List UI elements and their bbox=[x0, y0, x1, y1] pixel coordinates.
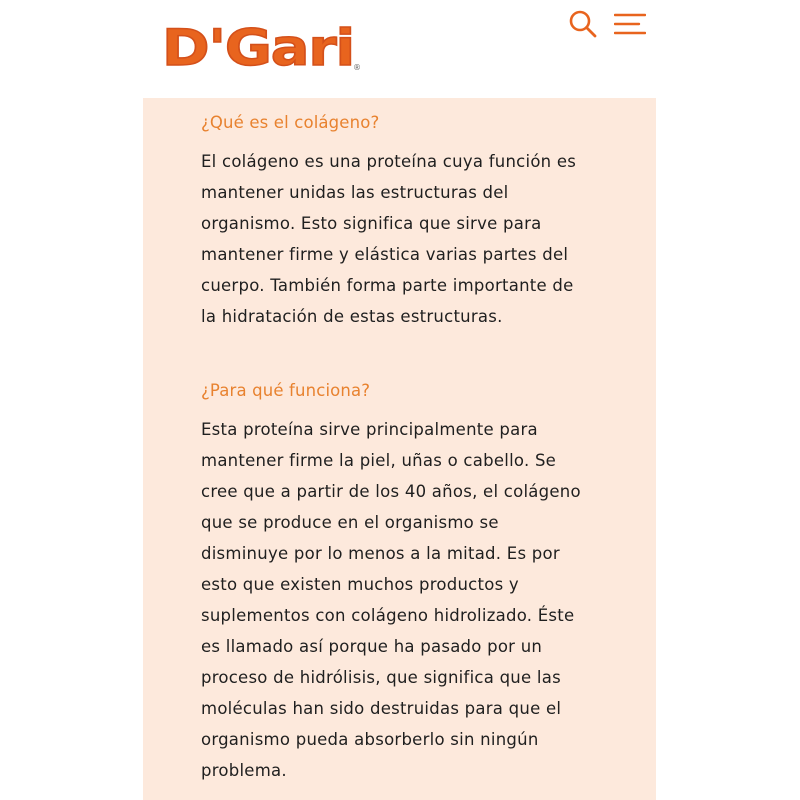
paragraph-line: proceso de hidrólisis, que significa que las bbox=[201, 668, 561, 687]
search-icon[interactable] bbox=[568, 9, 598, 39]
paragraph-line: mantener unidas las estructuras del bbox=[201, 183, 509, 202]
site-header bbox=[0, 0, 800, 98]
paragraph-line: mantener firme la piel, uñas o cabello. Se bbox=[201, 451, 557, 470]
paragraph-line: suplementos con colágeno hidrolizado. Éste bbox=[201, 606, 575, 625]
brand-logo[interactable] bbox=[160, 12, 364, 74]
paragraph-line: problema. bbox=[201, 761, 287, 780]
paragraph-line: El colágeno es una proteína cuya función es bbox=[201, 152, 577, 171]
brand-logo-text: D'Gari bbox=[162, 19, 354, 74]
paragraph-line: disminuye por lo menos a la mitad. Es por bbox=[201, 544, 560, 563]
paragraph-line: esto que existen muchos productos y bbox=[201, 575, 519, 594]
section-paragraph bbox=[201, 146, 621, 332]
registered-mark: ® bbox=[353, 63, 361, 72]
article-content bbox=[143, 98, 656, 800]
paragraph-line: Esta proteína sirve principalmente para bbox=[201, 420, 538, 439]
section-what-is-it-for bbox=[201, 379, 621, 786]
hamburger-menu-icon[interactable] bbox=[614, 12, 646, 36]
section-heading: ¿Qué es el colágeno? bbox=[201, 113, 380, 132]
paragraph-line: moléculas han sido destruidas para que el bbox=[201, 699, 562, 718]
paragraph-line: cree que a partir de los 40 años, el colágeno bbox=[201, 482, 581, 501]
paragraph-line: es llamado así porque ha pasado por un bbox=[201, 637, 543, 656]
section-what-is-collagen bbox=[201, 111, 621, 332]
section-paragraph bbox=[201, 414, 621, 786]
paragraph-line: organismo pueda absorberlo sin ningún bbox=[201, 730, 539, 749]
section-heading: ¿Para qué funciona? bbox=[201, 381, 371, 400]
paragraph-line: cuerpo. También forma parte importante de bbox=[201, 276, 574, 295]
article bbox=[201, 111, 621, 786]
paragraph-line: mantener firme y elástica varias partes del bbox=[201, 245, 569, 264]
paragraph-line: organismo. Esto significa que sirve para bbox=[201, 214, 542, 233]
paragraph-line: que se produce en el organismo se bbox=[201, 513, 499, 532]
paragraph-line: la hidratación de estas estructuras. bbox=[201, 307, 503, 326]
